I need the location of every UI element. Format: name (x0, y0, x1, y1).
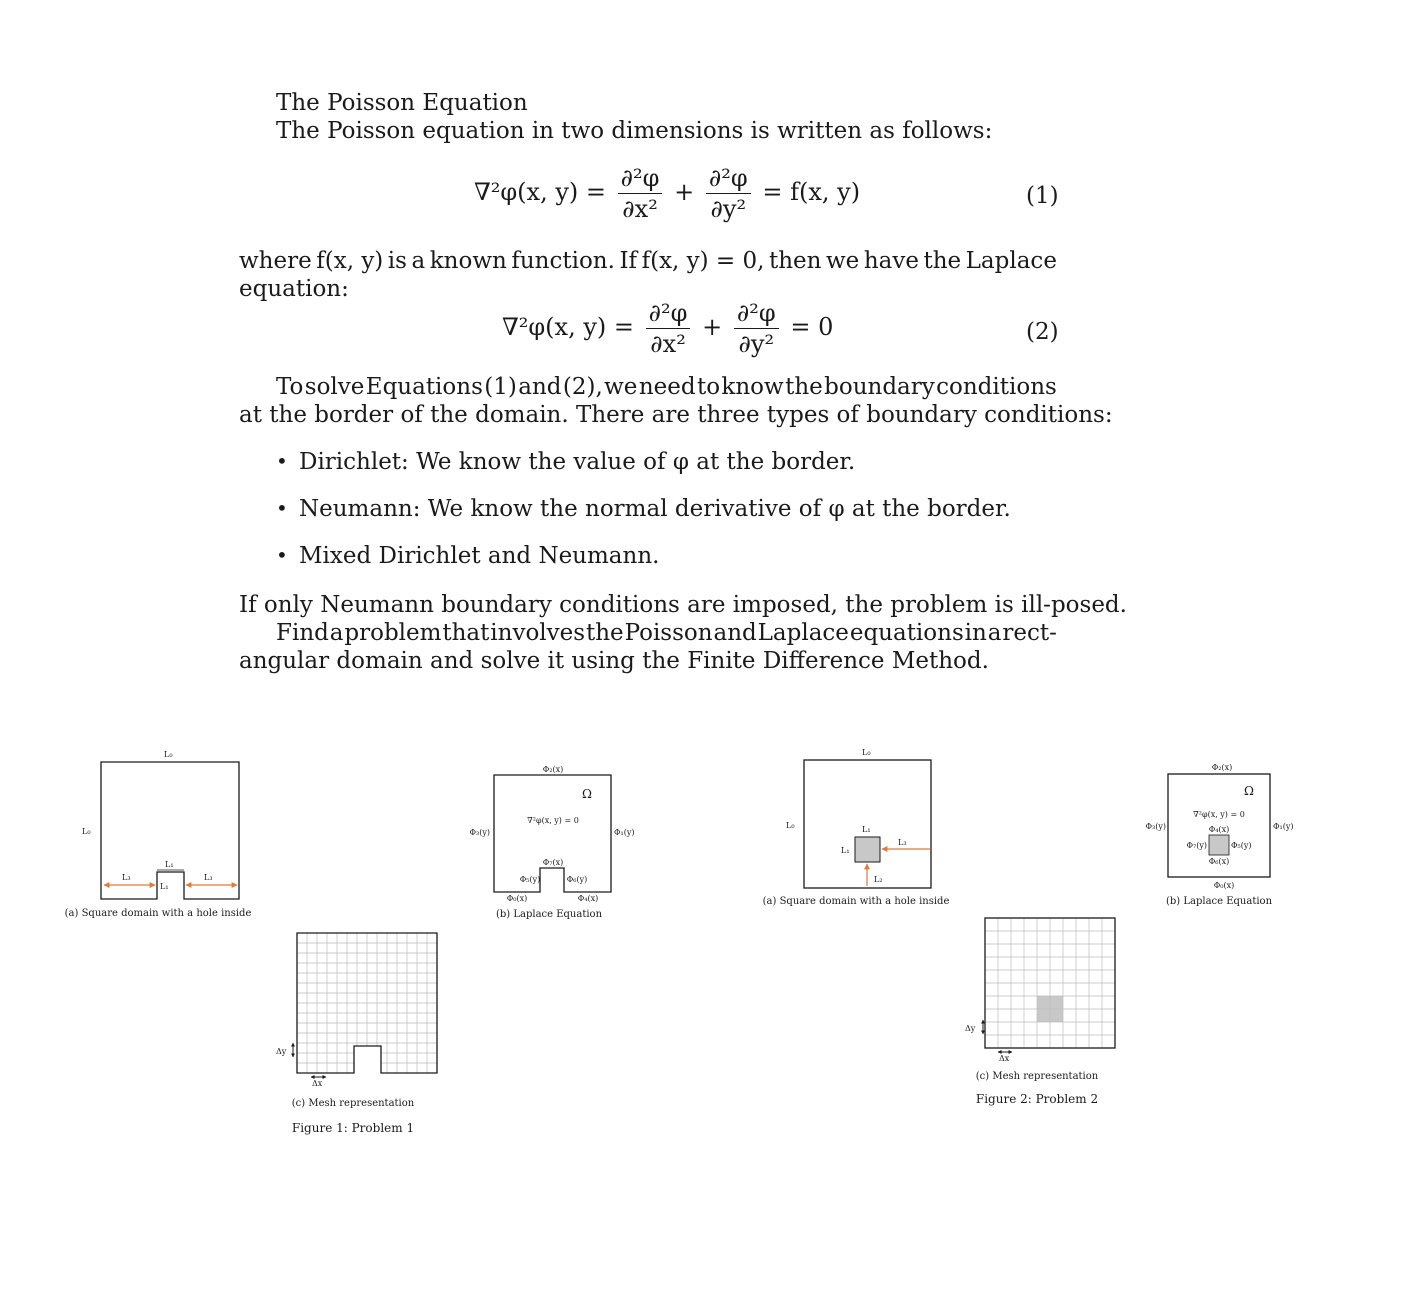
figure1-caption: Figure 1: Problem 1 (291, 1121, 415, 1135)
eq1-rhs: = f(x, y) (762, 178, 861, 206)
fig1b-phi3: Φ₃(y) (469, 828, 490, 837)
fig2b-laplace: ∇²φ(x, y) = 0 (1193, 810, 1245, 819)
fig1b-phi0: Φ₀(x) (506, 894, 528, 903)
intro-paragraph: The Poisson equation in two dimensions is written as follows: (276, 118, 993, 144)
fig2b-phi4: Φ₄(x) (1208, 825, 1230, 834)
eq2-number: (2) (1026, 319, 1059, 345)
bullet-marker: • (276, 449, 288, 473)
fig1c-caption: (c) Mesh representation (291, 1098, 415, 1109)
fig2a-caption: (a) Square domain with a hole inside (762, 896, 950, 907)
find-line-1: Find a problem that involves the Poisson and Laplace equations in a rect- (276, 620, 1057, 646)
eq2-term-y: $\frac{\text{∂²φ}}{\text{∂y²}}$ (734, 299, 779, 358)
fig2c-mesh (985, 918, 1115, 1048)
fig2a-domain (804, 760, 931, 888)
fig2c-dy: Δy (965, 1024, 976, 1033)
find-line-2: angular domain and solve it using the Finite Difference Method. (239, 648, 989, 674)
fig1a-L0-top: L₀ (164, 750, 173, 759)
fig2b-phi6: Φ₆(x) (1208, 857, 1230, 866)
fig1b-phi1: Φ₁(y) (614, 828, 635, 837)
fig2c-dx: Δx (999, 1054, 1010, 1063)
eq2-plus: + (702, 313, 723, 341)
eq1-number: (1) (1026, 183, 1059, 209)
fig2b-phi3: Φ₃(y) (1145, 822, 1166, 831)
fig2a-L0-left: L₀ (786, 821, 795, 830)
fig2a-L2: L₂ (874, 875, 883, 884)
fig1b-phi6: Φ₆(y) (566, 875, 588, 884)
fig2a-L3: L₃ (898, 838, 907, 847)
figure2-caption: Figure 2: Problem 2 (975, 1092, 1099, 1106)
where-line-1: where f(x, y) is a known function. If f(x, y) = 0, then we have the Laplace (239, 248, 1057, 274)
illposed-paragraph: If only Neumann boundary conditions are imposed, the problem is ill-posed. (239, 592, 1127, 618)
solve-line-1: To solve Equations (1) and (2), we need to know the boundary conditions (276, 374, 1057, 400)
fig1b-omega: Ω (582, 787, 592, 801)
fig2b-phi7: Φ₇(y) (1186, 841, 1207, 850)
eq1-lhs: ∇²φ(x, y) = (474, 178, 606, 206)
bullet-mixed: Mixed Dirichlet and Neumann. (299, 543, 660, 569)
eq1-term-x: $\frac{\text{∂²φ}}{\text{∂x²}}$ (618, 164, 663, 223)
fig1b-phi4: Φ₄(x) (577, 894, 599, 903)
section-title: The Poisson Equation (276, 90, 528, 116)
fig1c-dy: Δy (276, 1047, 287, 1056)
fig1a-L3-right: L₃ (204, 873, 213, 882)
solve-line-2: at the border of the domain. There are three types of boundary conditions: (239, 402, 1113, 428)
fig1b-phi2: Φ₂(x) (542, 765, 564, 774)
fig1b-domain (494, 775, 611, 892)
eq2-term-x: $\frac{\text{∂²φ}}{\text{∂x²}}$ (646, 299, 691, 358)
fig2a-L0-top: L₀ (862, 748, 871, 757)
fig1c-dx: Δx (312, 1079, 323, 1088)
fig2b-phi0: Φ₀(x) (1213, 881, 1235, 890)
fig2b-phi2: Φ₂(x) (1211, 763, 1233, 772)
fig1b-laplace: ∇²φ(x, y) = 0 (527, 816, 579, 825)
fig2b-hole (1209, 835, 1229, 855)
where-line-2: equation: (239, 276, 349, 302)
eq2-rhs: = 0 (790, 313, 834, 341)
eq1-plus: + (674, 178, 695, 206)
fig2b-omega: Ω (1244, 784, 1254, 798)
fig2b-caption: (b) Laplace Equation (1165, 896, 1273, 907)
fig1a-L3-left: L₃ (122, 873, 131, 882)
fig1a-L1-top: L₁ (165, 860, 174, 869)
fig2a-L1-top: L₁ (862, 825, 871, 834)
bullet-dirichlet: Dirichlet: We know the value of φ at the border. (299, 449, 856, 475)
fig2a-L1-side: L₁ (841, 846, 850, 855)
bullet-neumann: Neumann: We know the normal derivative of φ at the border. (299, 496, 1011, 522)
fig1b-caption: (b) Laplace Equation (495, 909, 603, 920)
fig1b-phi7: Φ₇(x) (542, 858, 564, 867)
fig1a-L1-side: L₁ (160, 882, 169, 891)
fig2a-hole (855, 837, 880, 862)
fig1a-caption: (a) Square domain with a hole inside (64, 908, 252, 919)
bullet-marker: • (276, 496, 288, 520)
fig1a-L0-left: L₀ (82, 827, 91, 836)
fig2c-caption: (c) Mesh representation (975, 1071, 1099, 1082)
fig1c-notch-cutout (354, 1046, 381, 1074)
fig2b-phi5: Φ₅(y) (1231, 841, 1252, 850)
bullet-marker: • (276, 543, 288, 567)
fig1b-phi5: Φ₅(y) (519, 875, 541, 884)
eq1-term-y: $\frac{\text{∂²φ}}{\text{∂y²}}$ (706, 164, 751, 223)
eq2-lhs: ∇²φ(x, y) = (502, 313, 634, 341)
fig1c-mesh (297, 933, 437, 1074)
fig2b-phi1: Φ₁(y) (1273, 822, 1294, 831)
